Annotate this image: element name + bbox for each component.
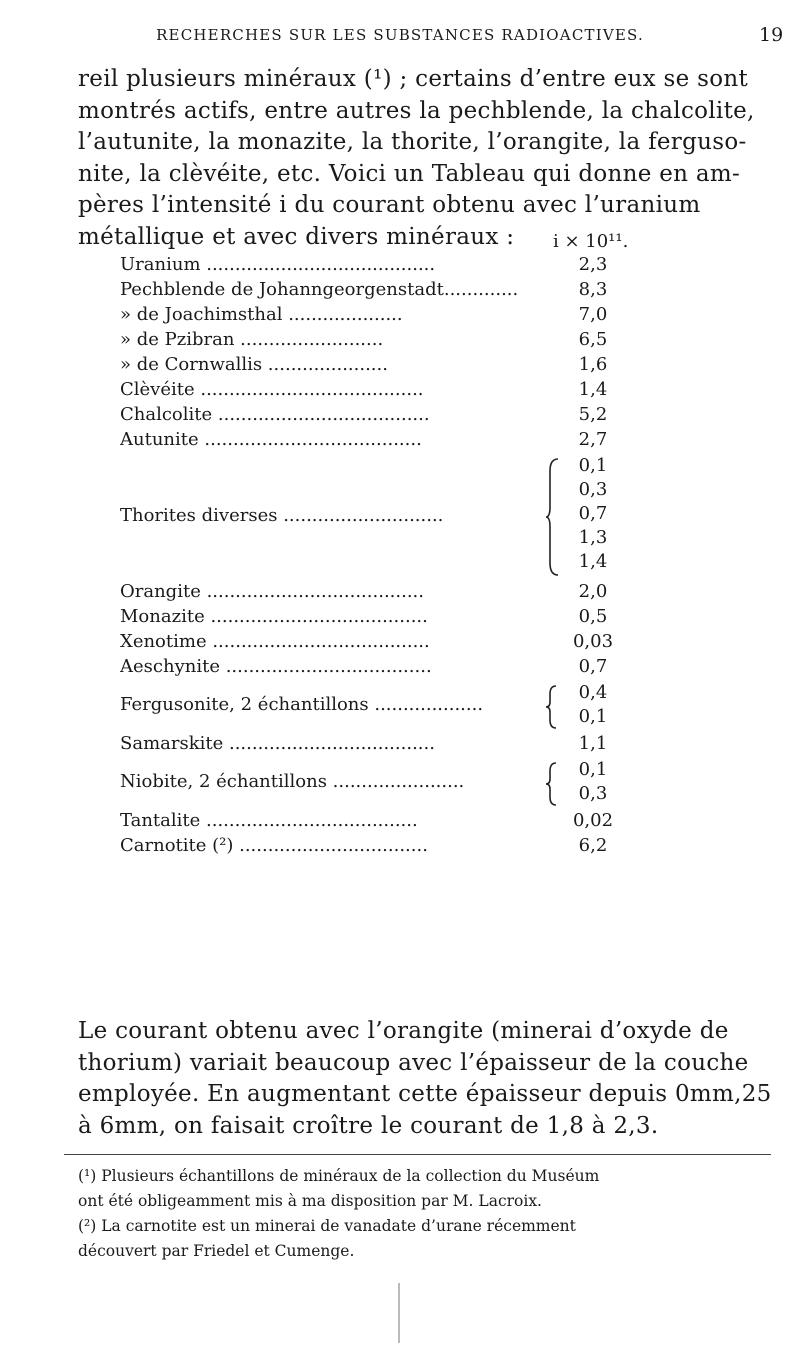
current-value: 6,2 bbox=[578, 835, 608, 856]
mineral-name: Orangite ...................................... bbox=[120, 581, 424, 602]
fergusonite-group bbox=[120, 682, 760, 732]
footnotes bbox=[78, 1164, 778, 1264]
footnote-line: découvert par Friedel et Cumenge. bbox=[78, 1242, 355, 1260]
table-row bbox=[120, 254, 760, 278]
table-row bbox=[120, 581, 760, 605]
table-row bbox=[120, 404, 760, 428]
text-line: métallique et avec divers minéraux : bbox=[78, 223, 515, 250]
current-value: 8,3 bbox=[578, 279, 608, 300]
mineral-name: Clèvéite ....................................... bbox=[120, 379, 424, 400]
running-title: RECHERCHES SUR LES SUBSTANCES RADIOACTIVES. bbox=[156, 26, 644, 44]
text-line: reil plusieurs minéraux (¹) ; certains d’entre eux se sont bbox=[78, 66, 749, 92]
current-value: 0,02 bbox=[572, 810, 614, 831]
table-row bbox=[120, 733, 760, 757]
mineral-name: Thorites diverses ............................ bbox=[120, 505, 444, 526]
table-row bbox=[120, 606, 760, 630]
text-line: employée. En augmentant cette épaisseur depuis 0mm,25 bbox=[78, 1081, 772, 1107]
current-value: 1,3 bbox=[578, 527, 608, 548]
current-value: 0,1 bbox=[578, 759, 608, 780]
current-value: 0,5 bbox=[578, 606, 608, 627]
current-value: 0,7 bbox=[578, 656, 608, 677]
mineral-name: Chalcolite ..................................... bbox=[120, 404, 430, 425]
text-line: Le courant obtenu avec l’orangite (minerai d’oxyde de bbox=[78, 1018, 729, 1044]
current-value: 6,5 bbox=[578, 329, 608, 350]
table-row bbox=[120, 304, 760, 328]
footnote-line: (¹) Plusieurs échantillons de minéraux de la collection du Muséum bbox=[78, 1167, 600, 1185]
text-line: thorium) variait beaucoup avec l’épaisseur de la couche bbox=[78, 1049, 749, 1076]
mineral-name: Tantalite ..................................... bbox=[120, 810, 418, 831]
text-line: pères l’intensité i du courant obtenu avec l’uranium bbox=[78, 192, 701, 218]
footnote-line: (²) La carnotite est un minerai de vanadate d’urane récemment bbox=[78, 1217, 576, 1235]
page-number: 19 bbox=[759, 24, 784, 46]
text-line: nite, la clèvéite, etc. Voici un Tableau qui donne en am- bbox=[78, 160, 741, 187]
mineral-name: » de Cornwallis ..................... bbox=[120, 354, 388, 375]
mineral-name: » de Joachimsthal .................... bbox=[120, 304, 403, 325]
mineral-name: » de Pzibran ......................... bbox=[120, 329, 384, 350]
mineral-name: Aeschynite .................................... bbox=[120, 656, 432, 677]
current-value: 0,1 bbox=[578, 455, 608, 476]
current-value: 2,3 bbox=[578, 254, 608, 275]
scan-artifact bbox=[398, 1283, 400, 1343]
current-value: 7,0 bbox=[578, 304, 608, 325]
niobite-group bbox=[120, 759, 760, 809]
mineral-name: Carnotite (²) ................................. bbox=[120, 835, 428, 856]
current-value: 1,1 bbox=[578, 733, 608, 754]
table-row bbox=[120, 329, 760, 353]
table-row bbox=[120, 505, 760, 529]
value-list bbox=[557, 455, 629, 575]
value-list bbox=[557, 759, 629, 807]
intro-paragraph bbox=[78, 64, 778, 253]
table-row bbox=[120, 354, 760, 378]
text-line: l’autunite, la monazite, la thorite, l’orangite, la ferguso- bbox=[78, 129, 747, 155]
table-row bbox=[120, 835, 760, 859]
footnote-divider bbox=[64, 1154, 771, 1155]
current-value: 0,1 bbox=[578, 706, 608, 727]
thorites-group bbox=[120, 455, 760, 580]
footnote-line: ont été obligeamment mis à ma disposition par M. Lacroix. bbox=[78, 1192, 542, 1210]
mineral-name: Monazite ...................................... bbox=[120, 606, 428, 627]
current-value: 0,3 bbox=[578, 783, 608, 804]
mineral-name: Autunite ...................................... bbox=[120, 429, 422, 450]
unit-header: i × 10¹¹. bbox=[553, 231, 629, 252]
current-value: 0,03 bbox=[572, 631, 614, 652]
table-row bbox=[120, 429, 760, 453]
table-row bbox=[120, 631, 760, 655]
table-row bbox=[120, 279, 760, 303]
mineral-name: Uranium ........................................ bbox=[120, 254, 436, 275]
table-row bbox=[120, 656, 760, 680]
table-row bbox=[120, 694, 760, 718]
mineral-name: Pechblende de Johanngeorgenstadt............. bbox=[120, 279, 519, 300]
current-value: 0,3 bbox=[578, 479, 608, 500]
table-row bbox=[120, 379, 760, 403]
text-line: montrés actifs, entre autres la pechblende, la chalcolite, bbox=[78, 97, 755, 124]
body-paragraph bbox=[78, 1016, 778, 1142]
current-value: 2,0 bbox=[578, 581, 608, 602]
current-value: 0,7 bbox=[578, 503, 608, 524]
mineral-name: Fergusonite, 2 échantillons ................... bbox=[120, 694, 484, 715]
table-row bbox=[120, 810, 760, 834]
value-list bbox=[557, 682, 629, 730]
table-row bbox=[120, 771, 760, 795]
text-line: à 6mm, on faisait croître le courant de 1,8 à 2,3. bbox=[78, 1112, 659, 1139]
current-value: 2,7 bbox=[578, 429, 608, 450]
current-value: 5,2 bbox=[578, 404, 608, 425]
current-value: 0,4 bbox=[578, 682, 608, 703]
mineral-name: Xenotime ...................................... bbox=[120, 631, 430, 652]
current-value: 1,4 bbox=[578, 551, 608, 572]
mineral-name: Niobite, 2 échantillons ....................... bbox=[120, 771, 465, 792]
mineral-name: Samarskite .................................... bbox=[120, 733, 435, 754]
current-value: 1,4 bbox=[578, 379, 608, 400]
current-value: 1,6 bbox=[578, 354, 608, 375]
